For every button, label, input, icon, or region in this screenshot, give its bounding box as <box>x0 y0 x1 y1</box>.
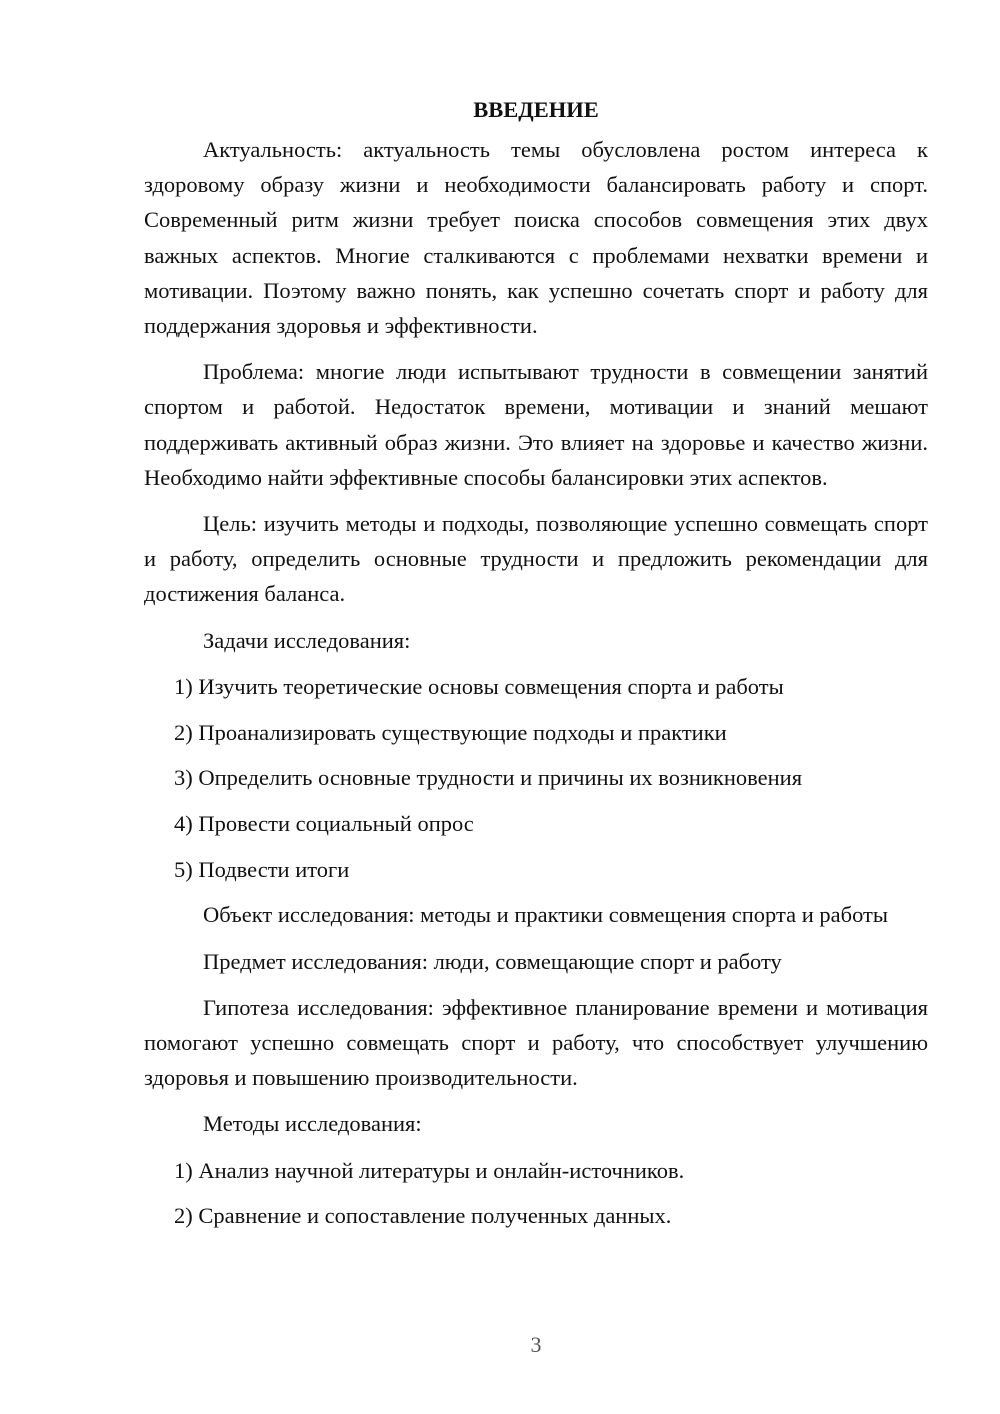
hypothesis-paragraph: Гипотеза исследования: эффективное планирование времени и мотивация помогают успешно совмещать спорт и работу, что способствует улучшению здоровья и повышению производительности. <box>144 994 928 1091</box>
list-item: 4) Провести социальный опрос <box>174 810 474 836</box>
goal-paragraph: Цель: изучить методы и подходы, позволяющие успешно совмещать спорт и работу, определить основные трудности и предложить рекомендации для достижения баланса. <box>144 511 928 607</box>
relevance-paragraph: Актуальность: актуальность темы обусловлена ростом интереса к здоровому образу жизни и необходимости балансировать работу и спорт. Современный ритм жизни требует поиска способов совмещения этих двух важных аспектов. Многие сталкиваются с проблемами нехватки времени и мотивации. Поэтому важно понять, как успешно сочетать спорт и работу для поддержания здоровья и эффективности. <box>144 137 928 339</box>
list-item: 5) Подвести итоги <box>174 856 350 882</box>
document-page <box>144 92 928 1244</box>
tasks-list <box>144 669 928 887</box>
list-item: 1) Изучить теоретические основы совмещения спорта и работы <box>174 673 784 699</box>
list-item: 1) Анализ научной литературы и онлайн-источников. <box>174 1157 685 1183</box>
list-item: 3) Определить основные трудности и причины их возникновения <box>174 765 803 791</box>
section-title: ВВЕДЕНИЕ <box>473 97 599 122</box>
list-item: 2) Проанализировать существующие подходы и практики <box>174 719 727 745</box>
problem-paragraph: Проблема: многие люди испытывают трудности в совмещении занятий спортом и работой. Недостаток времени, мотивации и знаний мешают поддерживать активный образ жизни. Это влияет на здоровье и качество жизни. Необходимо найти эффективные способы балансировки этих аспектов. <box>144 359 928 490</box>
object-paragraph: Объект исследования: методы и практики совмещения спорта и работы <box>203 902 888 928</box>
list-item: 2) Сравнение и сопоставление полученных данных. <box>174 1203 672 1229</box>
tasks-heading: Задачи исследования: <box>203 627 411 653</box>
subject-paragraph: Предмет исследования: люди, совмещающие спорт и работу <box>203 948 782 974</box>
methods-heading: Методы исследования: <box>203 1111 422 1137</box>
page-number: 3 <box>530 1332 542 1357</box>
methods-list <box>144 1153 928 1234</box>
